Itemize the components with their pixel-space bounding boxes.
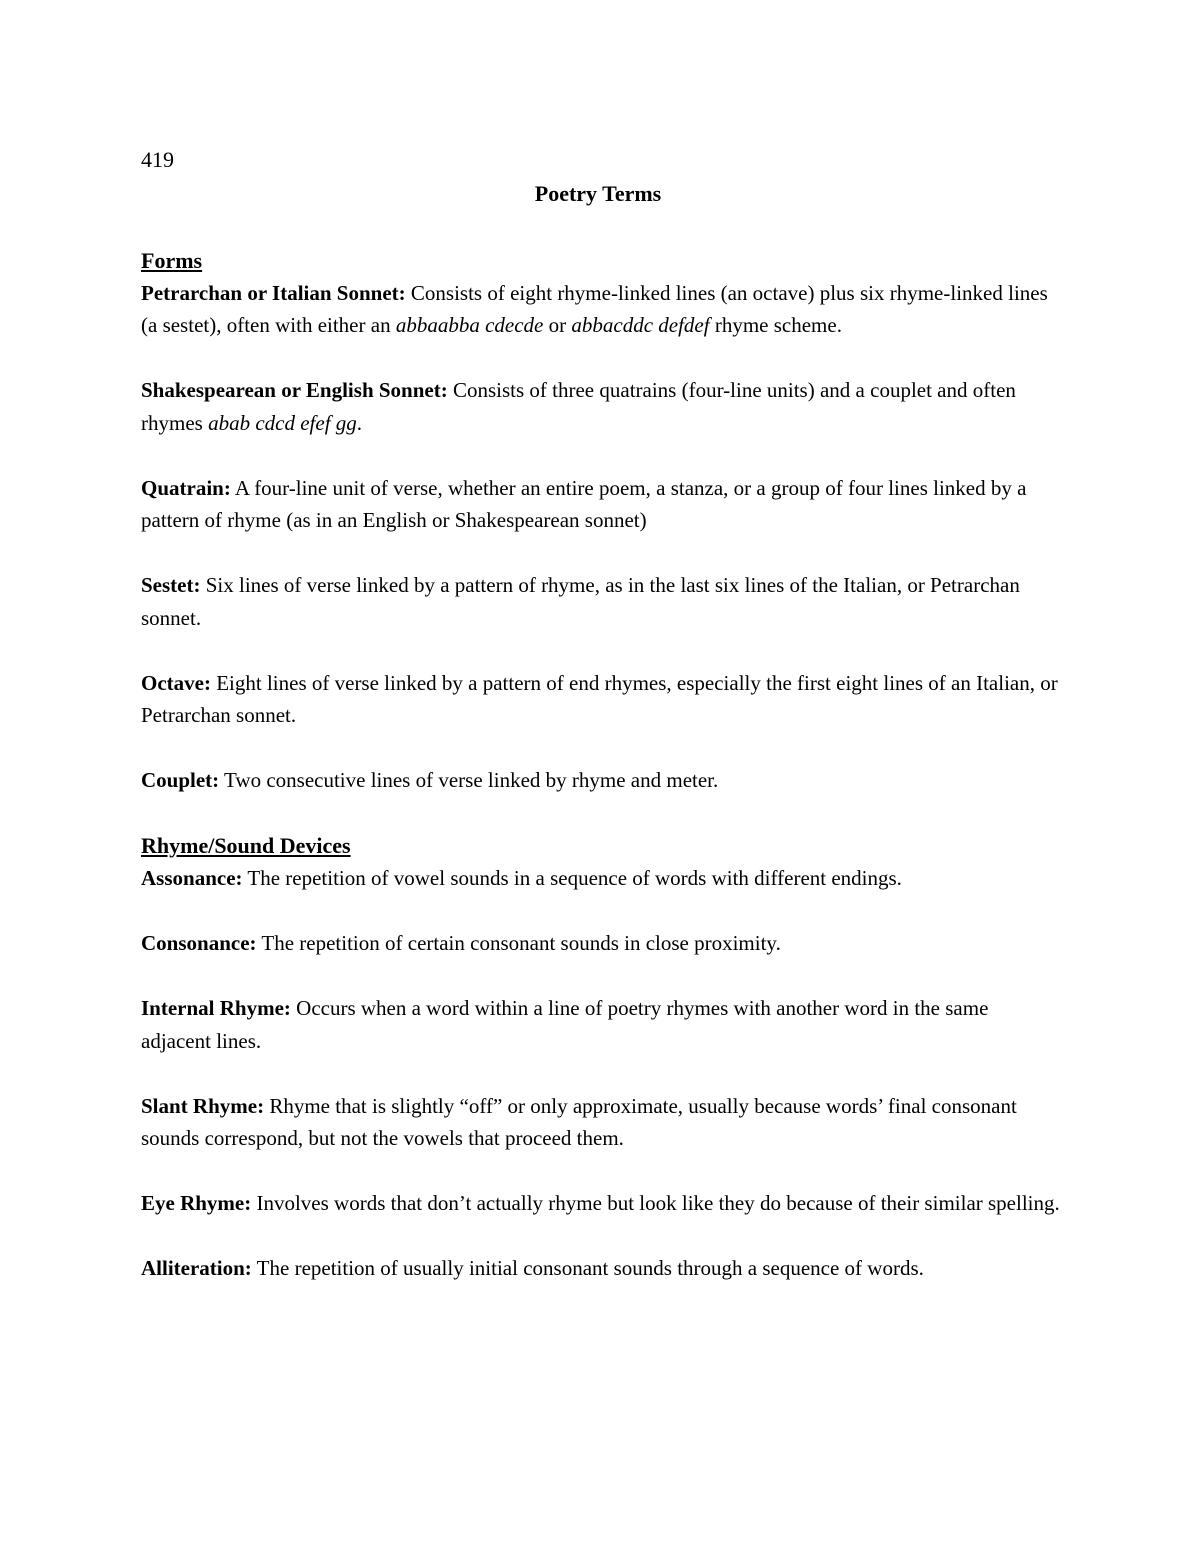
term-definition: The repetition of certain consonant sounds in close proximity. — [256, 931, 781, 955]
term-definition: The repetition of usually initial consonant sounds through a sequence of words. — [251, 1256, 924, 1280]
term-eye-rhyme — [141, 1187, 1061, 1220]
term-definition: Involves words that don’t actually rhyme but look like they do because of their similar spelling. — [251, 1191, 1060, 1215]
spacer — [141, 1057, 1061, 1090]
definition-text: Consists of eight rhyme-linked lines (an octave) plus six rhyme-linked lines (a sestet), often with either an — [141, 280, 1048, 337]
term-assonance — [141, 862, 1061, 895]
term-octave — [141, 667, 1061, 732]
term-consonance — [141, 927, 1061, 960]
term-name: Petrarchan or Italian Sonnet: — [141, 280, 406, 305]
term-definition: Two consecutive lines of verse linked by rhyme and meter. — [219, 768, 719, 792]
document-body — [141, 143, 1061, 1285]
definition-text: rhyme scheme. — [709, 313, 842, 337]
term-name: Consonance: — [141, 931, 257, 955]
term-definition: Eight lines of verse linked by a pattern of end rhymes, especially the first eight lines of an Italian, or Petrarchan sonnet. — [141, 670, 1058, 727]
spacer — [141, 1155, 1061, 1188]
term-name: Octave: — [141, 670, 211, 695]
spacer — [141, 342, 1061, 375]
term-definition: A four-line unit of verse, whether an entire poem, a stanza, or a group of four lines linked by a pattern of rhyme (as in an English or Shakespearean sonnet) — [141, 475, 1027, 532]
page-title: Poetry Terms — [534, 181, 662, 206]
section-heading-forms: Forms — [141, 247, 203, 273]
spacer — [141, 439, 1061, 472]
spacer — [141, 634, 1061, 667]
rhyme-scheme-text: abbaabba cdecde — [395, 313, 544, 337]
term-definition: Rhyme that is slightly “off” or only approximate, usually because words’ final consonant sounds correspond, but not the vowels that proceed them. — [141, 1093, 1017, 1150]
term-name: Sestet: — [141, 573, 201, 597]
term-slant-rhyme — [141, 1090, 1061, 1155]
term-name: Couplet: — [141, 768, 220, 792]
spacer — [141, 537, 1061, 570]
term-definition: Occurs when a word within a line of poetry rhymes with another word in the same adjacent lines. — [141, 996, 989, 1053]
term-alliteration — [141, 1252, 1061, 1285]
term-name: Alliteration: — [141, 1256, 252, 1280]
definition-text: . — [356, 410, 363, 435]
term-shakespearean-sonnet — [141, 374, 1061, 439]
rhyme-scheme-text: abab cdcd efef gg — [208, 410, 357, 435]
definition-text: or — [543, 313, 572, 337]
term-internal-rhyme — [141, 992, 1061, 1057]
term-couplet — [141, 764, 1061, 797]
term-definition: Six lines of verse linked by a pattern of rhyme, as in the last six lines of the Italian, or Petrarchan sonnet. — [141, 573, 1020, 630]
definition-text: Consists of three quatrains (four-line units) and a couplet and often rhymes — [141, 378, 1016, 435]
spacer — [141, 960, 1061, 993]
term-quatrain — [141, 472, 1061, 537]
spacer — [141, 895, 1061, 928]
spacer — [141, 211, 1061, 244]
spacer — [141, 1220, 1061, 1253]
rhyme-scheme-text: abbacddc defdef — [571, 313, 710, 337]
term-name: Eye Rhyme: — [141, 1191, 252, 1215]
term-definition: The repetition of vowel sounds in a sequence of words with different endings. — [242, 866, 902, 890]
spacer — [141, 797, 1061, 830]
term-name: Shakespearean or English Sonnet: — [141, 378, 448, 402]
page-number: 419 — [141, 147, 174, 172]
spacer — [141, 732, 1061, 765]
term-sestet — [141, 569, 1061, 634]
section-heading-rhyme-sound-devices: Rhyme/Sound Devices — [141, 833, 351, 858]
term-name: Quatrain: — [141, 475, 231, 500]
term-name: Slant Rhyme: — [141, 1093, 265, 1118]
term-name: Assonance: — [141, 866, 243, 890]
term-petrarchan-sonnet — [141, 277, 1061, 342]
term-name: Internal Rhyme: — [141, 996, 291, 1020]
